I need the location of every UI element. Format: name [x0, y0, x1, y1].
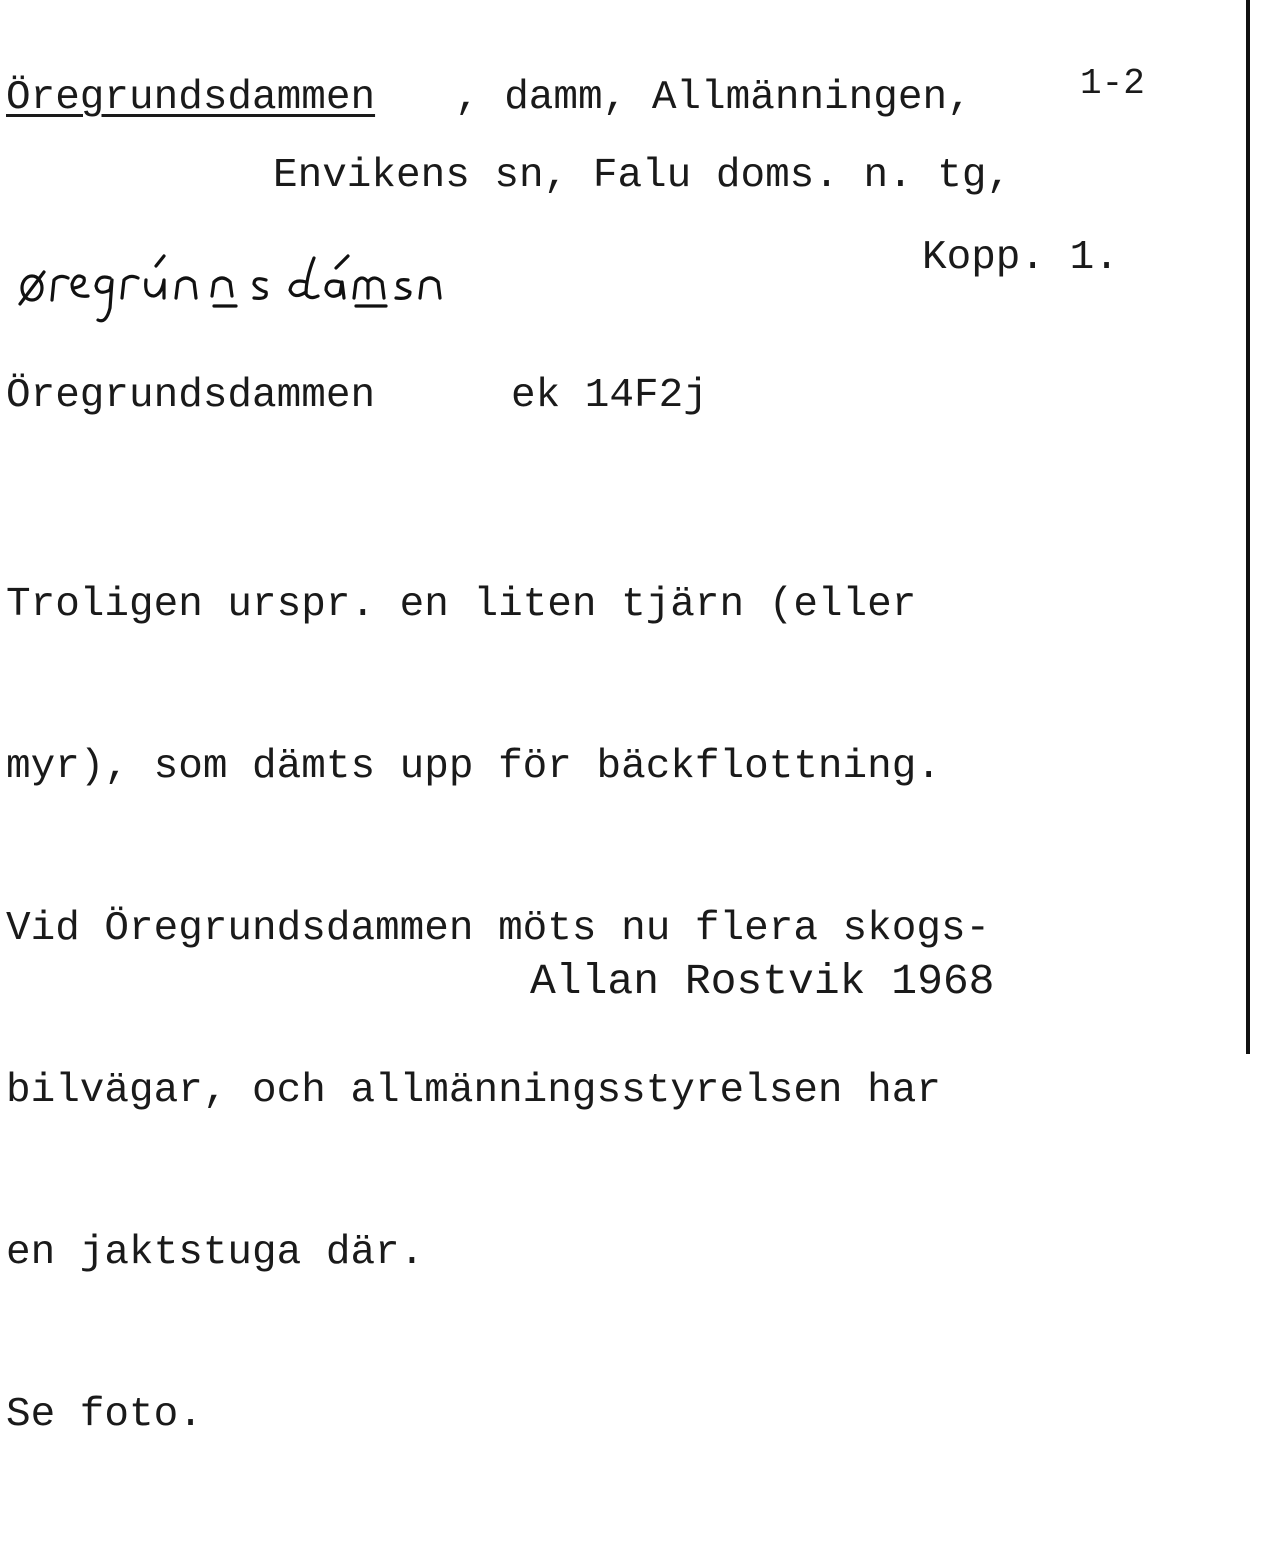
body-line: Vid Öregrundsdammen möts nu flera skogs- — [6, 906, 991, 952]
handwritten-pronunciation — [14, 238, 534, 338]
card-edge-line — [1246, 0, 1250, 1054]
header-parish-line: Envikens sn, Falu doms. n. tg, — [273, 153, 1012, 199]
header-superscript: 1-2 — [1080, 63, 1145, 104]
card-body-text — [6, 470, 990, 1550]
body-line: myr), som dämts upp för bäckflottning. — [6, 744, 941, 790]
header-description: , damm, Allmänningen, — [455, 75, 972, 121]
header-map-reference: Kopp. 1. — [922, 235, 1119, 281]
index-place-name: Öregrundsdammen — [6, 373, 376, 419]
body-line: Troligen urspr. en liten tjärn (eller — [6, 582, 917, 628]
author-signature: Allan Rostvik 1968 — [530, 957, 995, 1006]
body-line: Se foto. — [6, 1392, 203, 1438]
index-map-code: ek 14F2j — [511, 373, 708, 419]
body-line: en jaktstuga där. — [6, 1230, 425, 1276]
header-place-name: Öregrundsdammen — [6, 75, 376, 121]
body-line: bilvägar, och allmänningsstyrelsen har — [6, 1068, 941, 1114]
